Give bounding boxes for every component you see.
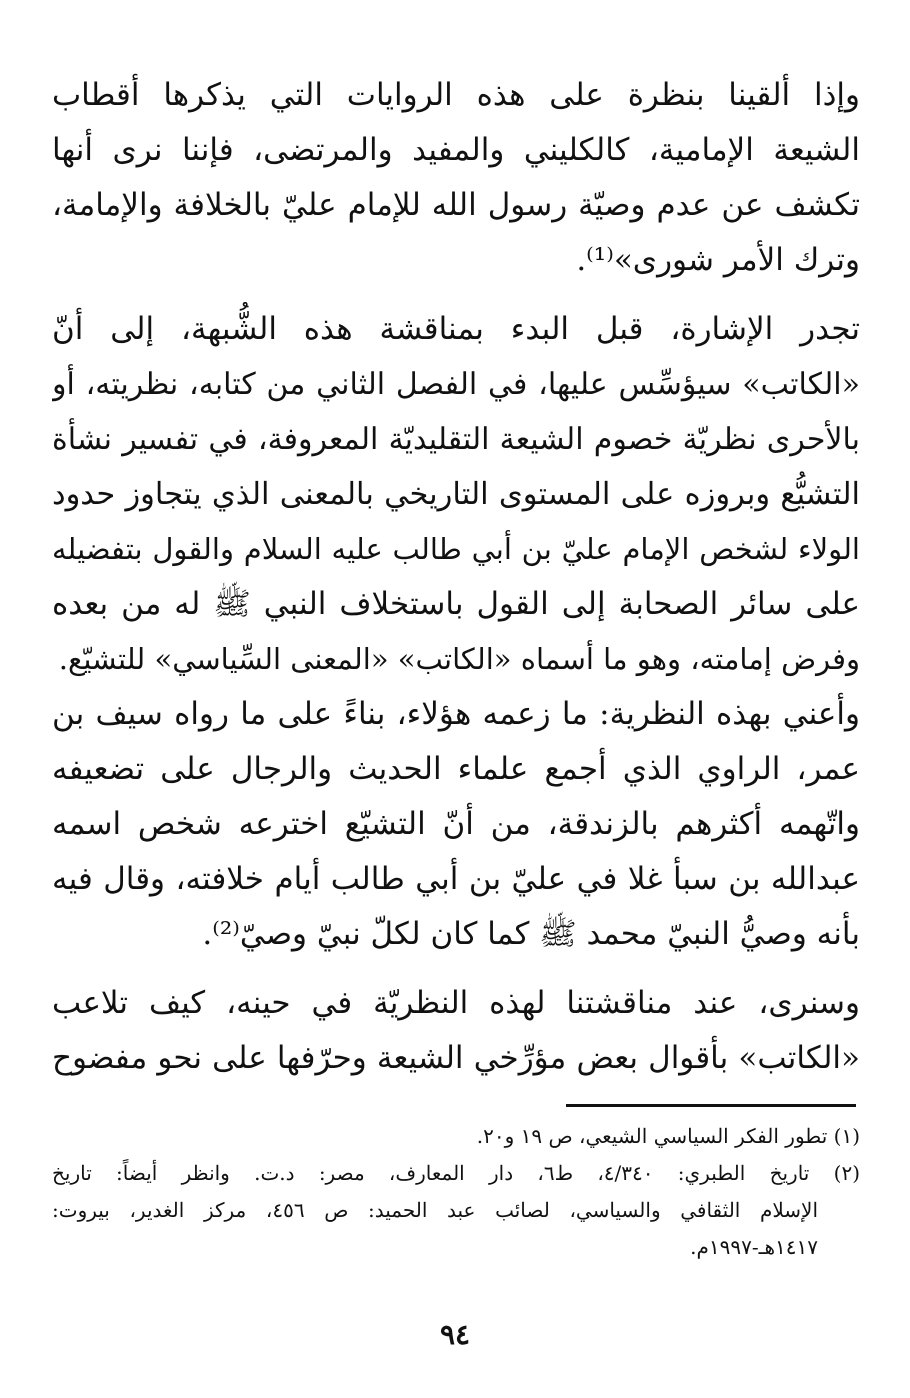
text-line: التشيُّع وبروزه على المستوى التاريخي بالمعنى الذي يتجاوز حدود — [52, 477, 860, 512]
text-line: عبدالله بن سبأ غلا في عليّ بن أبي طالب أيام خلافته، وقال فيه — [52, 861, 860, 897]
footnote-1: (١) تطور الفكر السياسي الشيعي، ص ١٩ و٢٠. — [476, 1124, 860, 1148]
text-line: وأعني بهذه النظرية: ما زعمه هؤلاء، بناءً على ما رواه سيف بن — [52, 696, 860, 732]
text-line: وسنرى، عند مناقشتنا لهذه النظريّة في حينه، كيف تلاعب — [52, 985, 860, 1021]
text-line: الولاء لشخص الإمام عليّ بن أبي طالب عليه السلام والقول بتفضيله — [52, 532, 860, 566]
text-line: «الكاتب» بأقوال بعض مؤرِّخي الشيعة وحرّفها على نحو مفضوح — [52, 1040, 860, 1076]
text-line: تجدر الإشارة، قبل البدء بمناقشة هذه الشُّبهة، إلى أنّ — [52, 311, 860, 347]
text-line: بالأحرى نظريّة خصوم الشيعة التقليديّة المعروفة، في تفسير نشأة — [52, 422, 860, 457]
paragraph-3 — [52, 976, 860, 1086]
text-line: واتّهمه أكثرهم بالزندقة، من أنّ التشيّع اخترعه شخص اسمه — [52, 806, 860, 842]
text-line: وإذا ألقينا بنظرة على هذه الروايات التي يذكرها أقطاب — [52, 77, 860, 113]
text-line: على سائر الصحابة إلى القول باستخلاف النبي ﷺ له من بعده — [52, 586, 860, 622]
footnote-separator — [566, 1104, 856, 1107]
paragraph-1 — [52, 68, 860, 288]
footnotes — [52, 1118, 860, 1266]
text-line: بأنه وصيُّ النبيّ محمد ﷺ كما كان لكلّ نبيّ وصيّ⁽²⁾. — [202, 916, 860, 952]
footnote-2-line: الإسلام الثقافي والسياسي، لصائب عبد الحميد: ص ٤٥٦، مركز الغدير، بيروت: — [52, 1198, 819, 1222]
footnote-2-line: (٢) تاريخ الطبري: ٤/٣٤٠، ط٦، دار المعارف، مصر: د.ت. وانظر أيضاً: تاريخ — [52, 1161, 860, 1185]
text-line: «الكاتب» سيؤسِّس عليها، في الفصل الثاني من كتابه، نظريته، أو — [52, 367, 860, 402]
page-number: ٩٤ — [439, 1318, 471, 1351]
main-text — [52, 68, 860, 1100]
text-line: الشيعة الإمامية، كالكليني والمفيد والمرتضى، فإننا نرى أنها — [52, 132, 860, 168]
paragraph-2 — [52, 302, 860, 962]
text-line: وترك الأمر شورى»⁽¹⁾. — [576, 242, 860, 278]
footnote-2-line: ١٤١٧هـ-١٩٩٧م. — [690, 1235, 818, 1259]
text-line: وفرض إمامته، وهو ما أسماه «الكاتب» «المعنى السِّياسي» للتشيّع. — [58, 642, 860, 676]
text-line: تكشف عن عدم وصيّة رسول الله للإمام عليّ بالخلافة والإمامة، — [52, 187, 860, 223]
text-line: عمر، الراوي الذي أجمع علماء الحديث والرجال على تضعيفه — [52, 751, 860, 787]
